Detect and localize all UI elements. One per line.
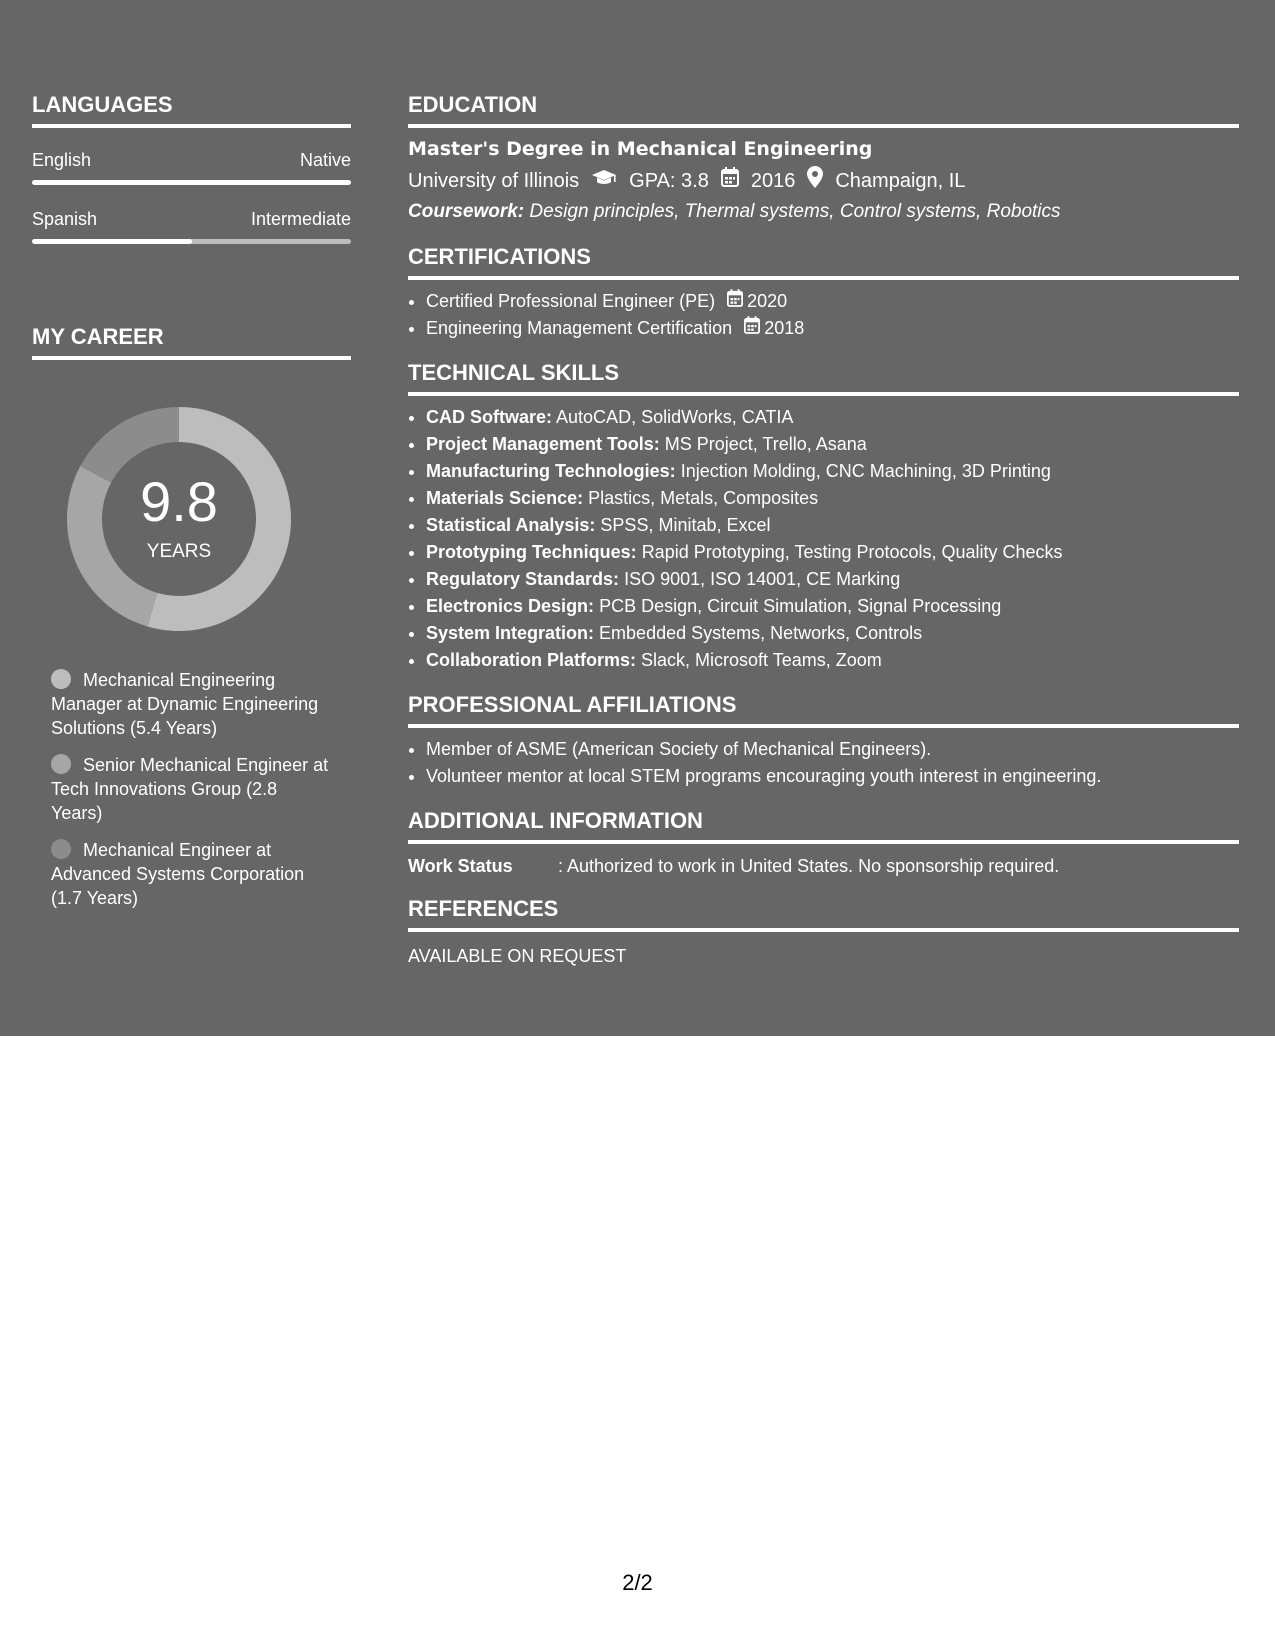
language-proficiency-bar bbox=[32, 180, 351, 185]
list-item: • Member of ASME (American Society of Mechanical Engineers). bbox=[426, 736, 1239, 763]
right-column bbox=[408, 92, 1239, 986]
list-item bbox=[426, 647, 1239, 674]
language-proficiency-fill bbox=[32, 239, 192, 244]
list-item bbox=[426, 485, 1239, 512]
career-legend-label: Mechanical Engineering Manager at Dynamic Engineering Solutions (5.4 Years) bbox=[51, 670, 319, 738]
references-section bbox=[408, 896, 1239, 968]
career-total-years: 9.8 bbox=[140, 470, 218, 533]
list-item bbox=[426, 288, 1239, 315]
page-number: 2/2 bbox=[622, 1570, 653, 1595]
skill-values: Plastics, Metals, Composites bbox=[588, 488, 819, 508]
section-divider bbox=[408, 840, 1239, 844]
section-divider bbox=[32, 356, 351, 360]
languages-title: LANGUAGES bbox=[32, 92, 173, 117]
certification-name: Certified Professional Engineer (PE) bbox=[426, 291, 716, 311]
additional-info-title: ADDITIONAL INFORMATION bbox=[408, 808, 703, 833]
coursework bbox=[408, 198, 1239, 226]
list-item bbox=[426, 593, 1239, 620]
language-level: Native bbox=[299, 150, 351, 170]
career-legend-item bbox=[51, 838, 331, 910]
skill-category: Materials Science: bbox=[426, 488, 584, 508]
certifications-title: CERTIFICATIONS bbox=[408, 244, 591, 269]
certifications-section bbox=[408, 244, 1239, 342]
certification-year: 2020 bbox=[747, 291, 788, 311]
skill-category: Project Management Tools: bbox=[426, 434, 660, 454]
degree-title: Master's Degree in Mechanical Engineering bbox=[408, 138, 873, 160]
legend-dot-icon bbox=[51, 669, 71, 689]
gpa: GPA: 3.8 bbox=[629, 170, 709, 192]
references-text: AVAILABLE ON REQUEST bbox=[408, 946, 627, 966]
language-proficiency-fill bbox=[32, 180, 351, 185]
left-column bbox=[32, 92, 351, 923]
skill-category: Prototyping Techniques: bbox=[426, 542, 637, 562]
skill-values: ISO 9001, ISO 14001, CE Marking bbox=[624, 569, 901, 589]
graduation-cap-icon bbox=[591, 167, 617, 195]
skill-category: Electronics Design: bbox=[426, 596, 595, 616]
list-item bbox=[426, 404, 1239, 431]
calendar-icon bbox=[727, 288, 747, 315]
section-divider bbox=[408, 928, 1239, 932]
coursework-list: Design principles, Thermal systems, Control systems, Robotics bbox=[529, 201, 1061, 222]
education-title: EDUCATION bbox=[408, 92, 538, 117]
list-item bbox=[426, 458, 1239, 485]
school-location: Champaign, IL bbox=[835, 170, 966, 192]
career-legend-item bbox=[51, 753, 331, 825]
language-item-spanish bbox=[32, 207, 351, 244]
additional-info-section bbox=[408, 808, 1239, 878]
certification-year: 2018 bbox=[764, 318, 805, 338]
skill-values: MS Project, Trello, Asana bbox=[664, 434, 867, 454]
skill-values: Slack, Microsoft Teams, Zoom bbox=[641, 650, 882, 670]
section-divider bbox=[408, 724, 1239, 728]
language-name: Spanish bbox=[32, 209, 98, 229]
career-legend-label: Senior Mechanical Engineer at Tech Innovations Group (2.8 Years) bbox=[51, 755, 329, 823]
list-item bbox=[426, 539, 1239, 566]
certifications-list bbox=[408, 288, 1239, 342]
graduation-year: 2016 bbox=[750, 170, 796, 192]
skill-category: CAD Software: bbox=[426, 407, 553, 427]
skill-values: Rapid Prototyping, Testing Protocols, Quality Checks bbox=[641, 542, 1063, 562]
school-name: University of Illinois bbox=[408, 170, 580, 192]
skill-values: SPSS, Minitab, Excel bbox=[600, 515, 771, 535]
section-divider bbox=[408, 392, 1239, 396]
list-item bbox=[426, 566, 1239, 593]
skill-category: Statistical Analysis: bbox=[426, 515, 596, 535]
legend-dot-icon bbox=[51, 754, 71, 774]
skills-section bbox=[408, 360, 1239, 674]
section-divider bbox=[32, 124, 351, 128]
list-item bbox=[426, 620, 1239, 647]
location-pin-icon bbox=[807, 166, 823, 196]
list-item bbox=[426, 431, 1239, 458]
career-legend-label: Mechanical Engineer at Advanced Systems Corporation (1.7 Years) bbox=[51, 840, 305, 908]
career-legend-item bbox=[51, 668, 331, 740]
work-status-row bbox=[408, 854, 1239, 878]
work-status-label: Work Status bbox=[408, 856, 513, 876]
language-name: English bbox=[32, 150, 92, 170]
work-status-value: : Authorized to work in United States. No sponsorship required. bbox=[558, 856, 1060, 876]
skill-values: Injection Molding, CNC Machining, 3D Printing bbox=[680, 461, 1051, 481]
skills-title: TECHNICAL SKILLS bbox=[408, 360, 620, 385]
coursework-label: Coursework: bbox=[408, 201, 525, 222]
affiliations-title: PROFESSIONAL AFFILIATIONS bbox=[408, 692, 737, 717]
skill-values: Embedded Systems, Networks, Controls bbox=[599, 623, 923, 643]
skill-values: AutoCAD, SolidWorks, CATIA bbox=[556, 407, 794, 427]
legend-dot-icon bbox=[51, 839, 71, 859]
career-donut-chart bbox=[64, 404, 294, 634]
section-divider bbox=[408, 276, 1239, 280]
language-level: Intermediate bbox=[250, 209, 351, 229]
skill-category: System Integration: bbox=[426, 623, 595, 643]
career-legend bbox=[32, 668, 331, 910]
language-item-english bbox=[32, 148, 351, 185]
skill-category: Regulatory Standards: bbox=[426, 569, 620, 589]
language-proficiency-bar bbox=[32, 239, 351, 244]
list-item bbox=[426, 512, 1239, 539]
education-meta bbox=[408, 166, 1239, 196]
affiliations-section bbox=[408, 692, 1239, 790]
career-title: MY CAREER bbox=[32, 324, 164, 349]
skills-list bbox=[408, 404, 1239, 674]
references-title: REFERENCES bbox=[408, 896, 559, 921]
certification-name: Engineering Management Certification bbox=[426, 318, 733, 338]
skill-category: Collaboration Platforms: bbox=[426, 650, 637, 670]
list-item: • Volunteer mentor at local STEM programs encouraging youth interest in engineering. bbox=[426, 763, 1239, 790]
section-divider bbox=[408, 124, 1239, 128]
calendar-icon bbox=[721, 167, 739, 195]
career-years-unit: YEARS bbox=[146, 541, 212, 562]
affiliations-list bbox=[408, 736, 1239, 790]
calendar-icon bbox=[744, 315, 764, 342]
list-item bbox=[426, 315, 1239, 342]
skill-values: PCB Design, Circuit Simulation, Signal Processing bbox=[599, 596, 1002, 616]
skill-category: Manufacturing Technologies: bbox=[426, 461, 676, 481]
education-section bbox=[408, 92, 1239, 226]
